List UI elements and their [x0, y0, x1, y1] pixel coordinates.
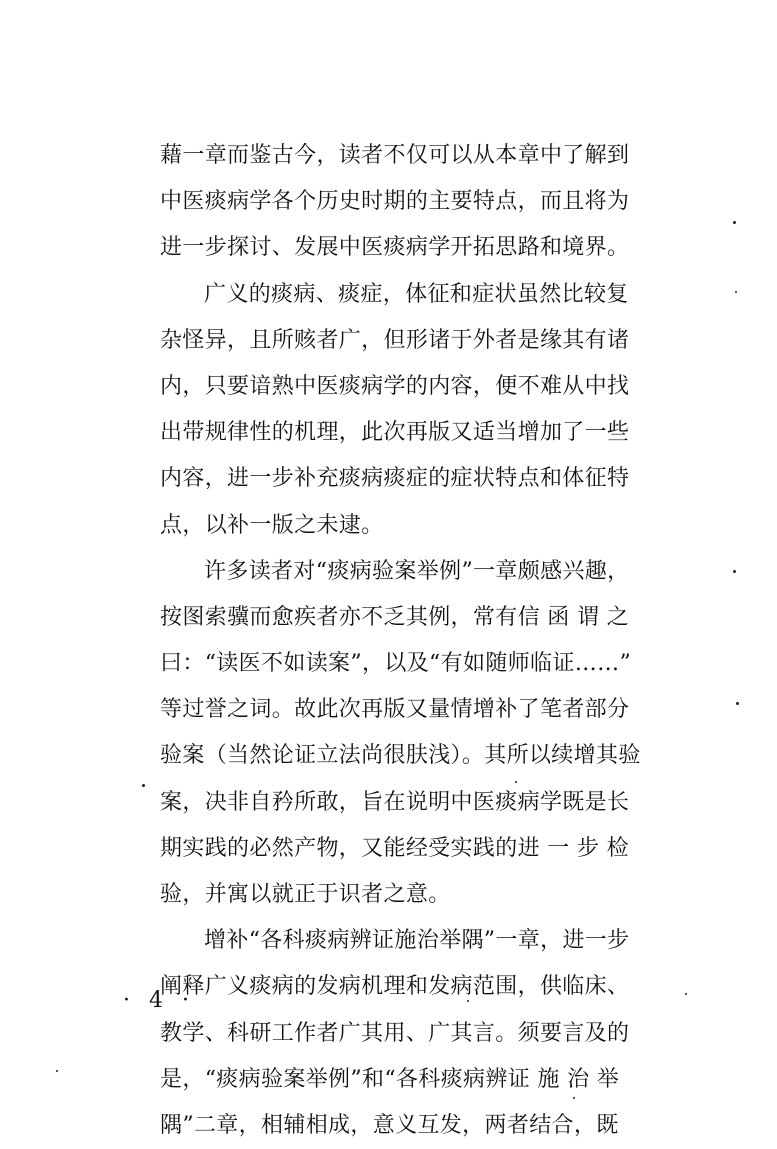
text-line: 按图索骥而愈疾者亦不乏其例，常有信 函 谓 之	[160, 604, 630, 630]
scan-speck	[733, 570, 736, 573]
text-line: 隅”二章，相辅相成，意义互发，两者结合，既	[160, 1112, 619, 1138]
scan-speck	[735, 291, 737, 293]
text-line: 案，决非自矜所敢，旨在说明中医痰病学既是长	[160, 789, 630, 815]
text-line: 等过誉之词。故此次再版又量情增补了笔者部分	[160, 697, 630, 723]
paragraph-start-line: 许多读者对“痰病验案举例”一章颇感兴趣，	[204, 558, 630, 584]
text-line: 是，“痰病验案举例”和“各科痰病辨证 施 治 举	[160, 1066, 620, 1092]
scan-speck	[56, 1070, 58, 1072]
text-line: 内容，进一步补充痰病痰症的症状特点和体征特	[160, 466, 630, 492]
scan-speck	[467, 1000, 469, 1002]
text-line: 验，并寓以就正于识者之意。	[160, 882, 451, 907]
paragraph-start-line: 增补“各科痰病辨证施治举隅”一章，进一步	[204, 928, 630, 954]
body-text	[160, 133, 641, 1149]
text-line: 杂怪异，且所赅者广，但形诸于外者是缘其有诸	[160, 327, 630, 353]
scan-speck	[515, 781, 517, 783]
scan-speck	[142, 784, 145, 787]
text-line: 期实践的必然产物，又能经受实践的进 一 步 检	[160, 835, 630, 861]
text-line: 教学、科研工作者广其用、广其言。须要言及的	[160, 1020, 630, 1046]
text-line: 中医痰病学各个历史时期的主要特点，而且将为	[160, 189, 630, 215]
scan-speck	[573, 1097, 575, 1099]
page-number: · 4 ·	[123, 988, 195, 1013]
text-line: 曰：“读医不如读案”，以及“有如随师临证……”	[160, 651, 632, 677]
text-line: 验案（当然论证立法尚很肤浅）。其所以续增其验	[160, 743, 641, 769]
text-line: 内，只要谙熟中医痰病学的内容，便不难从中找	[160, 373, 630, 399]
scan-speck	[685, 993, 687, 995]
paragraph-start-line: 广义的痰病、痰症，体征和症状虽然比较复	[204, 281, 629, 307]
text-line: 点，以补一版之未逮。	[160, 512, 384, 538]
scan-speck	[733, 221, 736, 224]
text-line: 藉一章而鉴古今，读者不仅可以从本章中了解到	[160, 143, 630, 168]
text-line: 进一步探讨、发展中医痰病学开拓思路和境界。	[160, 235, 630, 261]
text-line: 出带规律性的机理，此次再版又适当增加了一些	[160, 420, 630, 446]
scan-speck	[736, 702, 739, 705]
text-line: 阐释广义痰病的发病机理和发病范围，供临床、	[160, 974, 630, 1000]
